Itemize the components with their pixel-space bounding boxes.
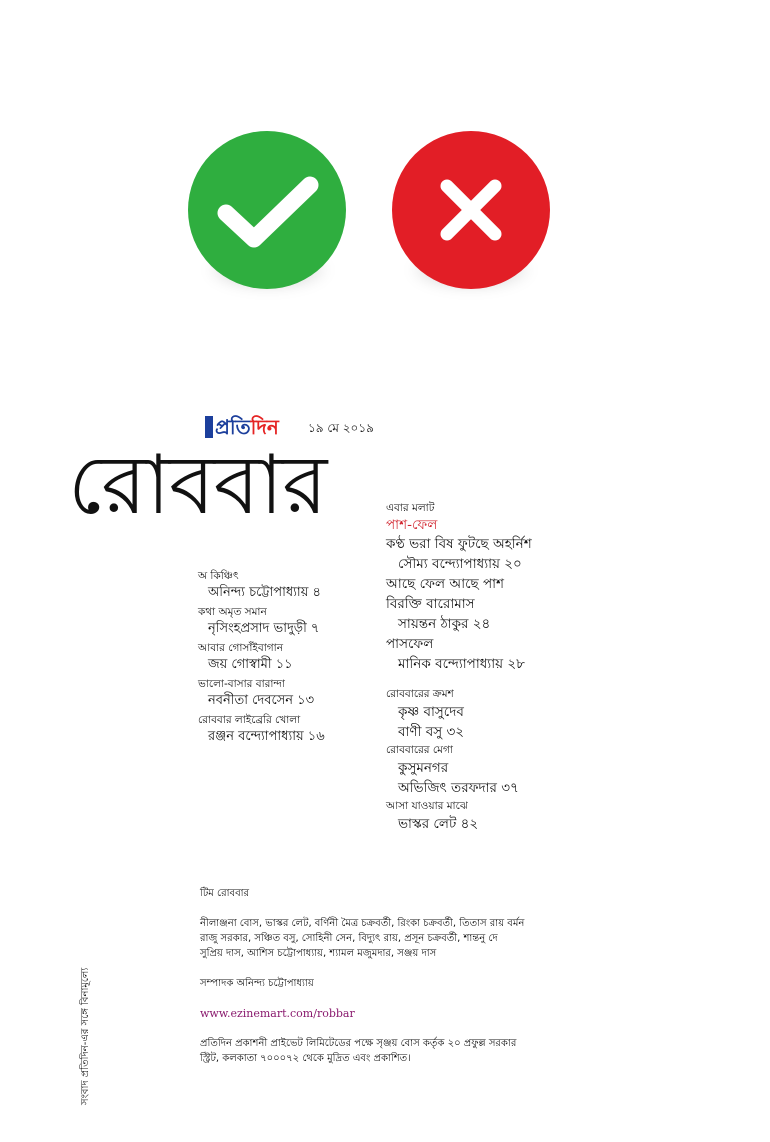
publisher-line: স্ট্রিট, কলকাতা ৭০০০৭২ থেকে মুদ্রিত এবং প্রকাশিত। bbox=[200, 1053, 411, 1064]
right-contents bbox=[386, 500, 586, 834]
cover-item-title: বিরক্তি বারোমাস bbox=[386, 596, 475, 612]
section-label: ভালো-বাসার বারান্দা bbox=[198, 678, 285, 690]
section-line: ভাস্কর লেট ৪২ bbox=[398, 816, 479, 832]
brand-mark bbox=[205, 416, 213, 438]
close-icon bbox=[392, 131, 550, 289]
section-label: রোববার লাইব্রেরি খোলা bbox=[198, 714, 301, 726]
cover-item-author: সায়ন্তন ঠাকুর ২৪ bbox=[398, 616, 491, 632]
check-icon bbox=[188, 131, 346, 289]
section-line: বাণী বসু ৩২ bbox=[398, 724, 465, 740]
contents-item bbox=[198, 605, 388, 639]
section-entry: রঞ্জন বন্দ্যোপাধ্যায় ১৬ bbox=[208, 729, 325, 744]
contents-item bbox=[198, 677, 388, 711]
cover-title: পাশ-ফেল bbox=[386, 517, 438, 533]
section-line: কৃষ্ণ বাসুদেব bbox=[398, 704, 464, 720]
section-label: অ কিঞ্চিৎ bbox=[198, 570, 239, 582]
cover-label: এবার মলাট bbox=[386, 502, 435, 514]
contents-item bbox=[198, 713, 388, 747]
section-line: অভিজিৎ তরফদার ৩৭ bbox=[398, 780, 519, 796]
section-label: কথা অমৃত সমান bbox=[198, 606, 267, 618]
section-label: আসা যাওয়ার মাঝে bbox=[386, 800, 468, 812]
vertical-note: সংবাদ প্রতিদিন-এর সঙ্গে বিনামূল্যে bbox=[80, 967, 91, 1105]
section-label: রোববারের ক্রমশ bbox=[386, 688, 454, 700]
section-entry: অনিন্দ্য চট্টোপাধ্যায় ৪ bbox=[208, 585, 321, 600]
magazine-title: রোববার bbox=[68, 438, 327, 533]
section-line: কুসুমনগর bbox=[398, 760, 449, 776]
cover-item-author: সৌম্য বন্দ্যোপাধ্যায় ২০ bbox=[398, 556, 522, 572]
team-line: নীলাঞ্জনা বোস, ভাস্কর লেট, বর্ণিনী মৈত্র চক্রবর্তী, রিংকা চক্রবর্তী, তিতাস রায় বর্মন bbox=[200, 918, 525, 929]
cover-item-title: কণ্ঠ ভরা বিষ ফুটছে অহর্নিশ bbox=[386, 536, 532, 552]
brand-logo bbox=[205, 414, 279, 440]
issue-date: ১৯ মে ২০১৯ bbox=[308, 421, 374, 435]
section-entry: নৃসিংহপ্রসাদ ভাদুড়ী ৭ bbox=[208, 621, 320, 636]
team-heading: টিম রোববার bbox=[200, 888, 250, 899]
publisher-line: প্রতিদিন প্রকাশনী প্রাইভেট লিমিটেডের পক্ষে সৃঞ্জয় বোস কর্তৃক ২০ প্রফুল্ল সরকার bbox=[200, 1038, 517, 1049]
contents-item bbox=[198, 641, 388, 675]
left-contents bbox=[198, 569, 388, 749]
editor-credit: সম্পাদক অনিন্দ্য চট্টোপাধ্যায় bbox=[200, 978, 314, 989]
section-entry: নবনীতা দেবসেন ১৩ bbox=[208, 693, 315, 708]
section-label: আবার গোসাঁইবাগান bbox=[198, 642, 283, 654]
section-entry: জয় গোস্বামী ১১ bbox=[208, 657, 293, 672]
cover-item-title: আছে ফেল আছে পাশ bbox=[386, 576, 505, 592]
team-line: সুপ্রিয় দাস, আশিস চট্টোপাধ্যায়, শ্যামল মজুমদার, সঞ্জয় দাস bbox=[200, 948, 437, 959]
cover-item-author: মানিক বন্দ্যোপাধ্যায় ২৮ bbox=[398, 656, 525, 672]
team-line: রাজু সরকার, সঞ্চিত বসু, সোহিনী সেন, বিদ্যুৎ রায়, প্রসূন চক্রবর্তী, শান্তনু দে bbox=[200, 933, 498, 944]
section-label: রোববারের মেগা bbox=[386, 744, 453, 756]
brand-text-part2: দিন bbox=[250, 415, 279, 439]
credits-block bbox=[200, 886, 560, 1066]
brand-text-part1: প্রতি bbox=[215, 415, 251, 439]
cover-item-title: পাসফেল bbox=[386, 636, 434, 652]
contents-item bbox=[198, 569, 388, 603]
website-link[interactable]: www.ezinemart.com/robbar bbox=[200, 1007, 355, 1020]
